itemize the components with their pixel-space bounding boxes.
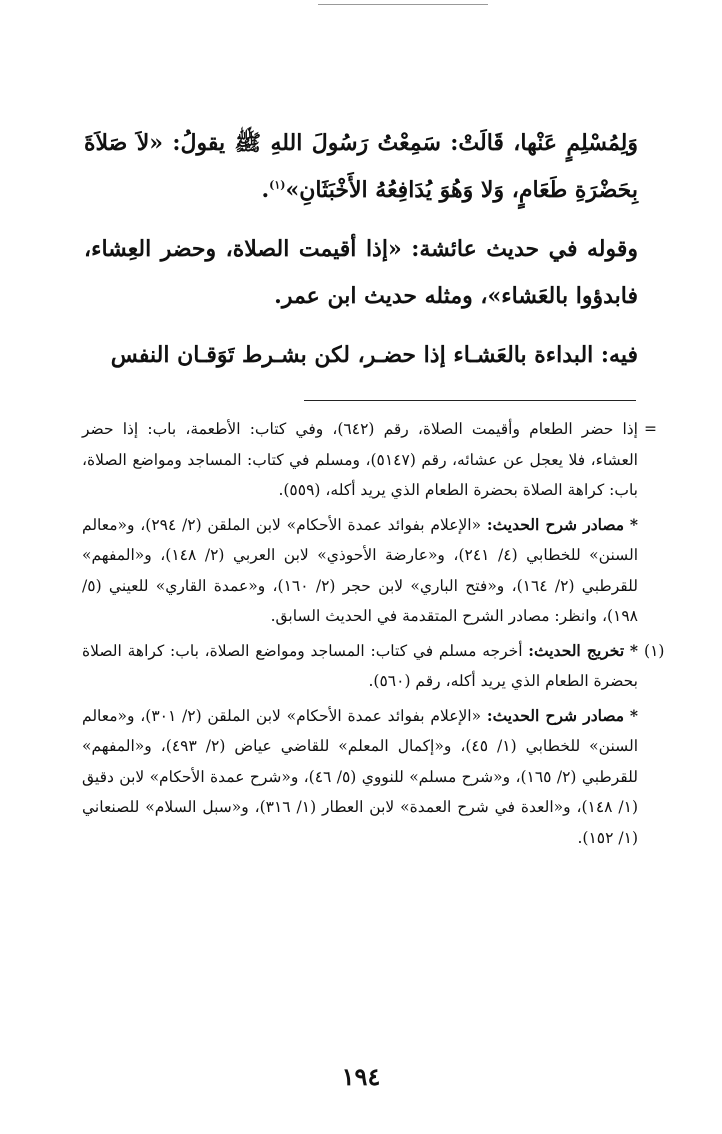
footnote-number: (١) xyxy=(644,641,665,660)
footnote-sources: * مصادر شرح الحديث: «الإعلام بفوائد عمدة الأحكام» لابن الملقن (٢/ ٣٠١)، و«معالم السنن» للخطابي (١/ ٤٥)، و«إكمال المعلم» للقاضي عياض (٢/ ٤٩٣)، و«المفهم» للقرطبي (٢/ ١٦٥)، و«شرح مسلم» للنووي (٥/ ٤٦)، و«شرح عمدة الأحكام» لابن دقيق (١/ ١٤٨)، و«العدة في شرح العمدة» لابن العطار (١/ ٣١٦)، و«سبل السلام» للصنعاني (١/ ١٥٢). xyxy=(82,705,639,847)
star-icon: * xyxy=(629,514,638,534)
footnote-separator xyxy=(304,400,636,401)
footnote-text: إذا حضر الطعام وأقيمت الصلاة، رقم (٦٤٢)، وفي كتاب: الأطعمة، باب: إذا حضر العشاء، فلا يعجل عن عشائه، رقم (٥١٤٧)، ومسلم في كتاب: المساجد ومواضع الصلاة، باب: كراهة الصلاة بحضرة الطعام الذي يريد أكله، (٥٥٩). xyxy=(82,420,638,499)
footnote-takhrij: * تخريج الحديث: أخرجه مسلم في كتاب: المساجد ومواضع الصلاة، باب: كراهة الصلاة بحضرة الطعام الذي يريد أكله، رقم (٥٦٠). xyxy=(82,640,638,690)
footnote-sources: * مصادر شرح الحديث: «الإعلام بفوائد عمدة الأحكام» لابن الملقن (٢/ ٢٩٤)، و«معالم السنن» للخطابي (٤/ ٢٤١)، و«عارضة الأحوذي» لابن العربي (٢/ ١٤٨)، و«المفهم» للقرطبي (٢/ ١٦٤)، و«فتح الباري» لابن حجر (٢/ ١٦٠)، و«عمدة القاري» للعيني (٥/ ١٩٨)، وانظر: مصادر الشرح المتقدمة في الحديث السابق. xyxy=(82,514,638,625)
page-number: ١٩٤ xyxy=(341,1062,381,1091)
hadith-paragraph: وَلِمُسْلِمٍ عَنْها، قَالَتْ: سَمِعْتُ رَسُولَ اللهِ ﷺ يقولُ: «لاَ صَلاَةَ بِحَضْرَةِ طَعَامٍ، وَلا وَهُوَ يُدَافِعُهُ الأَخْبَثَانِ»$^{(١)}$. xyxy=(84,130,638,203)
commentary-paragraph: وقوله في حديث عائشة: «إذا أقيمت الصلاة، وحضر العِشاء، فابدؤوا بالعَشاء»، ومثله حديث ابن عمر. xyxy=(84,236,638,309)
footnote-reference[interactable]: (١) xyxy=(269,178,286,192)
continuation-marker: = xyxy=(644,420,657,438)
star-icon: * xyxy=(629,640,638,660)
footnote-continuation xyxy=(82,414,657,632)
benefit-paragraph: فيه: البداءة بالعَشـاء إذا حضـر، لكن بشـرط تَوَقـان النفس xyxy=(110,342,638,368)
star-icon: * xyxy=(629,705,638,725)
footnote-1 xyxy=(82,636,665,854)
main-text xyxy=(84,120,638,379)
footnotes xyxy=(82,414,665,853)
header-rule xyxy=(318,4,488,5)
